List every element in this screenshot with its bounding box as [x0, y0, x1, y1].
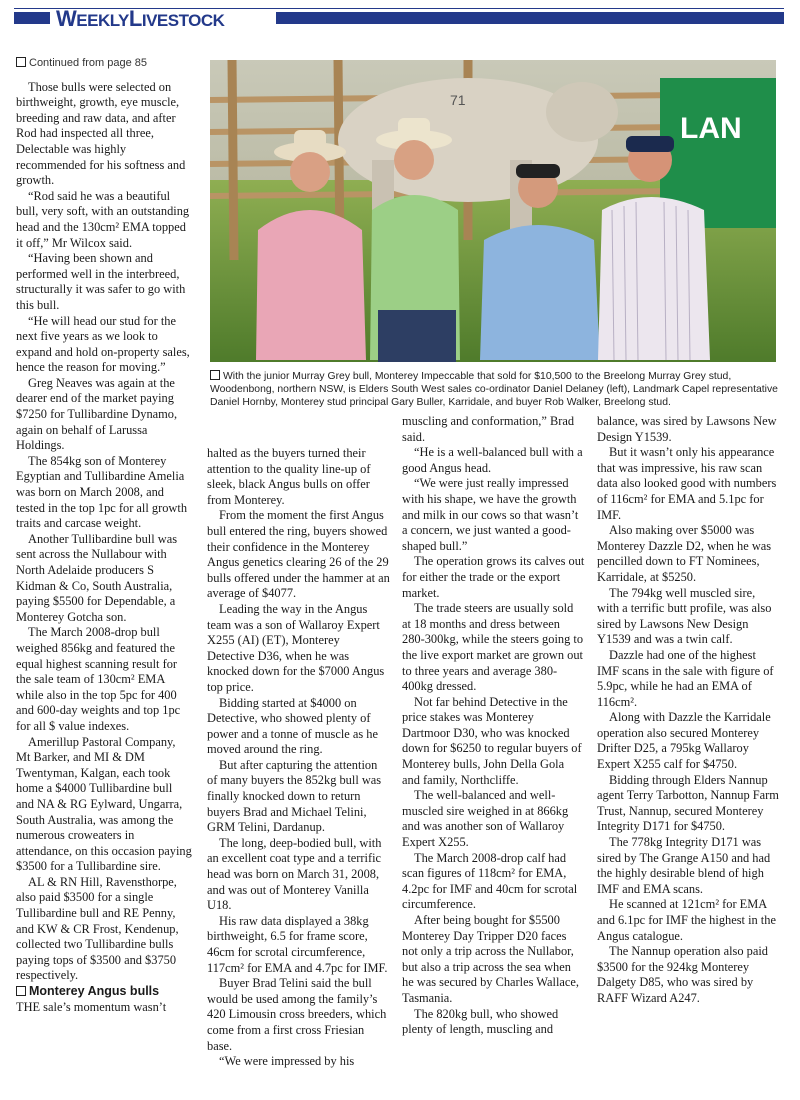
paragraph: Bidding started at $4000 on Detective, who showed plenty of power and a tonne of muscle as he moved around the ring. — [207, 695, 379, 757]
section-title — [56, 6, 224, 34]
paragraph: AL & RN Hill, Ravensthorpe, also paid $3500 for a single Tullibardine bull and RE Penny, and KW & CR Frost, Kendenup, collected two Tullibardine bulls paying tops of $3500 and $3750 respectively. — [16, 874, 179, 983]
box-icon — [210, 370, 220, 380]
paragraph: The 820kg bull, who showed plenty of length, muscling and — [402, 1006, 559, 1037]
continued-text: Continued from page 85 — [29, 57, 148, 69]
header-bar-left — [14, 12, 50, 24]
page-header — [14, 6, 784, 32]
paragraph: “Rod said he was a beautiful bull, very soft, with an outstanding head and the 130cm² EMA topped it off,” Mr Wilcox said. — [16, 188, 190, 250]
paragraph: Not far behind Detective in the price stakes was Monterey Dartmoor D30, who was knocked down for $6250 to regular buyers of Monterey bulls, John Della Gola and family, Northcliffe. — [402, 694, 582, 787]
paragraph: The 794kg well muscled sire, with a terrific butt profile, was also sired by Lawsons New Design Y1539 and was a twin calf. — [597, 585, 772, 647]
banner-text: LAN — [680, 112, 742, 145]
paragraph: But it wasn’t only his appearance that was impressive, his raw scan data also looked good with numbers of 116cm² for EMA and 5.1pc for IMF. — [597, 445, 777, 522]
paragraph: He scanned at 121cm² for EMA and 6.1pc for IMF the highest in the Angus catalogue. — [597, 897, 776, 943]
paragraph: “We were just really impressed with his shape, we have the growth and milk in our cows so that wasn’t a concern, we just wanted a good-shaped bull.” — [402, 476, 579, 553]
paragraph: The well-balanced and well-muscled sire weighed in at 866kg and was another son of Wallaroy Expert X255. — [402, 788, 569, 850]
title-word: IVESTOCK — [141, 11, 225, 30]
paragraph: The March 2008-drop calf had scan figures of 118cm² for EMA, 4.2pc for IMF and 40cm for scrotal circumference. — [402, 850, 578, 912]
caption-text: With the junior Murray Grey bull, Monterey Impeccable that sold for $10,500 to the Breelong Murray Grey stud, Woodenbong, northern NSW, is Elders South West sales co-ordinator Daniel Delaney (left), Landmark Capel representative Daniel Hornby, Monterey stud principal Gary Buller, Karridale, and buyer Rob Walker, Breelong stud. — [210, 371, 778, 408]
subheading-text: Monterey Angus bulls — [29, 984, 160, 999]
paragraph: His raw data displayed a 38kg birthweight, 6.5 for frame score, 46cm for scrotal circumference, 117cm² for EMA and 4.7pc for IMF. — [207, 913, 388, 975]
photo-illustration — [210, 60, 776, 362]
paragraph: halted as the buyers turned their attention to the quality line-up of sleek, black Angus bulls on offer from Monterey. — [207, 446, 371, 507]
paragraph: The March 2008-drop bull weighed 856kg and featured the equal highest scanning result for the sale team of 130cm² EMA while also in the top 5pc for 400 and 600-day weights and top 1pc for all $ value indexes. — [16, 625, 181, 733]
header-bar-right — [276, 12, 784, 24]
subheading — [16, 984, 192, 1000]
paragraph: Bidding through Elders Nannup agent Terry Tarbotton, Nannup Farm Trust, Nannup, secured Monterey Integrity D171 for $4750. — [597, 772, 779, 834]
paragraph: The 778kg Integrity D171 was sired by The Grange A150 and had the highly desirable blend of high IMF and EMA scans. — [597, 835, 771, 896]
title-word: EEKLY — [76, 11, 129, 30]
article-column-4 — [597, 414, 780, 1007]
paragraph: Another Tullibardine bull was sent across the Nullabour with North Adelaide producers S Kidman & Co, South Australia, paying $5500 for Dependable, a Monterey Gotcha son. — [16, 531, 178, 624]
box-icon — [16, 986, 26, 996]
article-column-3 — [402, 414, 585, 1038]
paragraph: Greg Neaves was again at the dearer end of the market paying $7250 for Tullibardine Dynamo, again on behalf of Larussa Holdings. — [16, 375, 178, 453]
photo-caption — [210, 370, 780, 409]
bull-tag-number: 71 — [450, 92, 466, 108]
paragraph: muscling and conformation,” Brad said. — [402, 414, 575, 444]
paragraph: “He is a well-balanced bull with a good Angus head. — [402, 445, 583, 475]
title-letter: W — [56, 6, 77, 31]
box-icon — [16, 57, 26, 67]
paragraph: The operation grows its calves out for either the trade or the export market. — [402, 554, 585, 600]
paragraph: THE sale’s momentum wasn’t — [16, 999, 167, 1014]
paragraph: balance, was sired by Lawsons New Design Y1539. — [597, 414, 777, 444]
paragraph: “We were impressed by his — [219, 1054, 355, 1069]
paragraph: Those bulls were selected on birthweight, growth, eye muscle, breeding and raw data, and after Rod had inspected all three, Delectable was highly recommended for his softness and growth. — [16, 79, 186, 188]
paragraph: “Having been shown and performed well in the interbreed, structurally it was safer to go with this bull. — [16, 251, 186, 312]
paragraph: Also making over $5000 was Monterey Dazzle D2, when he was pencilled down to FT Nominees, Karridale, at $5250. — [597, 523, 772, 584]
paragraph: The 854kg son of Monterey Egyptian and Tullibardine Amelia was born on March 2008, and tested in the top 1pc for all growth traits and carcase weight. — [16, 453, 188, 531]
paragraph: But after capturing the attention of many buyers the 852kg bull was finally knocked down to return buyers Brad and Michael Telini, GRM Telini, Dardanup. — [207, 757, 382, 835]
paragraph: Buyer Brad Telini said the bull would be used among the family’s 420 Limousin cross breeders, which come from a first cross Friesian base. — [207, 976, 387, 1053]
paragraph: After being bought for $5500 Monterey Day Tripper D20 faces not only a trip across the Nullabor, but also a trip across the sea when he was secured by Charles Wallace, Tasmania. — [402, 913, 579, 1005]
paragraph: Amerillup Pastoral Company, Mt Barker, and MI & DM Twentyman, Kalgan, each took home a $4000 Tullibardine bull and NA & RG Eylward, Ungarra, South Australia, was among the numerous croweaters in attendance, on this occasion paying $3500 for a Tullibardine sire. — [16, 734, 192, 874]
cattle-photo — [210, 60, 776, 362]
paragraph: “He will head our stud for the next five years as we look to expand and hold on-property sales, hence the reason for moving.” — [16, 313, 190, 375]
paragraph: From the moment the first Angus bull entered the ring, buyers showed their confidence in the Monterey Angus genetics clearing 26 of the 29 bulls offered under the hammer at an average of $4077. — [207, 508, 390, 601]
paragraph: The Nannup operation also paid $3500 for the 924kg Monterey Dalgety D85, who was sired by RAFF Wizard A247. — [597, 944, 768, 1005]
paragraph: The trade steers are usually sold at 18 months and dress between 280-300kg, while the steers going to the live export market are grown out to three years and average 380-400kg dressed. — [402, 601, 584, 694]
article-column-1 — [16, 56, 192, 1015]
paragraph: Dazzle had one of the highest IMF scans in the sale with figure of 5.9pc, while he had an EMA of 116cm². — [597, 647, 774, 709]
title-letter: L — [128, 6, 142, 31]
paragraph: The long, deep-bodied bull, with an excellent coat type and a terrific head was born on March 31, 2008, and was out of Monterey Vanilla U18. — [207, 835, 382, 913]
article-column-2 — [207, 446, 390, 1070]
continued-note — [16, 56, 192, 72]
paragraph: Along with Dazzle the Karridale operation also secured Monterey Drifter D25, a 795kg Wallaroy Expert X255 calf for $4750. — [597, 710, 771, 772]
paragraph: Leading the way in the Angus team was a son of Wallaroy Expert X255 (AI) (ET), Monterey Detective D36, when he was knocked down for the $7000 Angus top price. — [207, 601, 385, 694]
